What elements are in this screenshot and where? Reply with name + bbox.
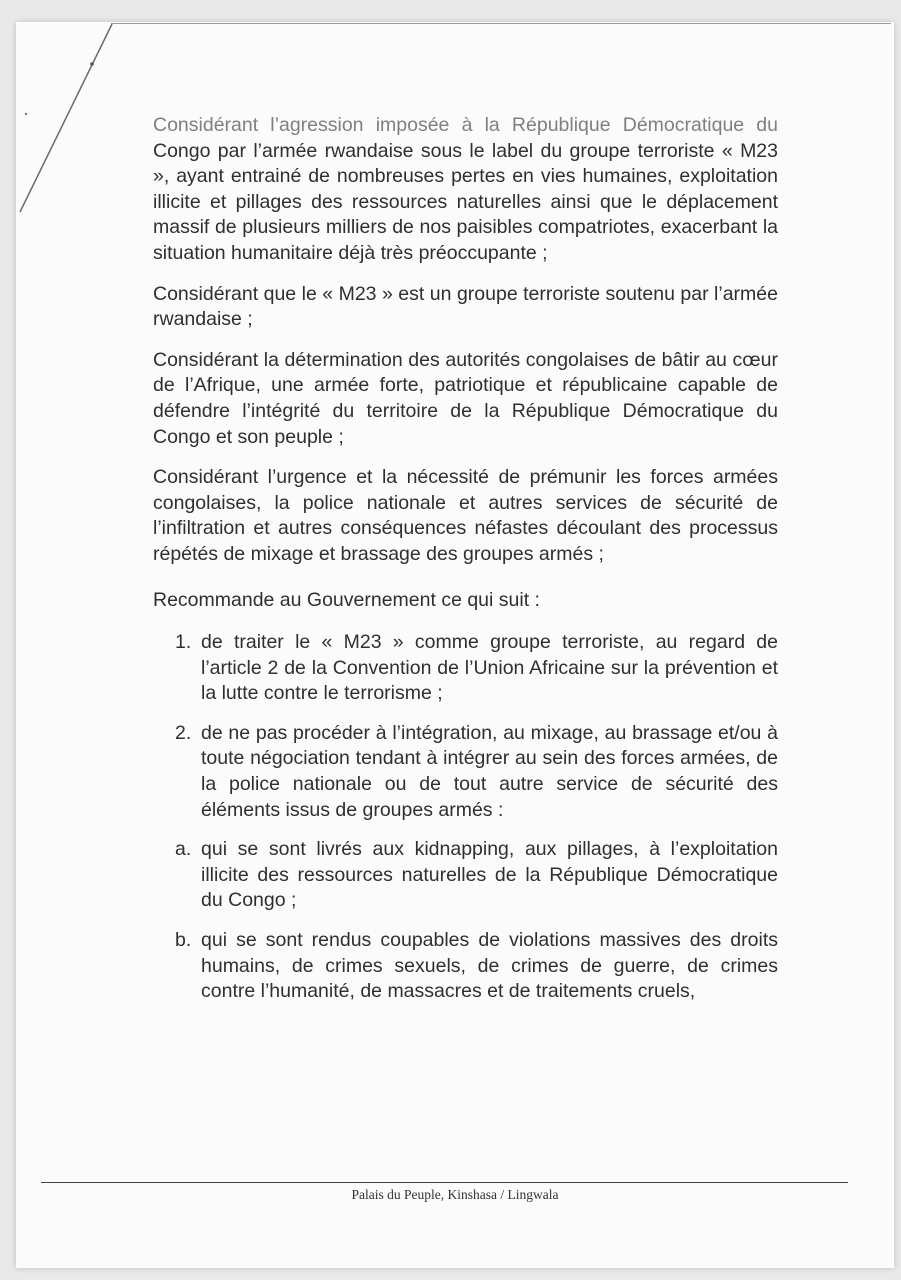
list-item <box>175 837 778 914</box>
list-item-text: de traiter le « M23 » comme groupe terroriste, au regard de l’article 2 de la Convention de l’Union Africaine sur la prévention et la lutte contre le terrorisme ; <box>201 631 778 705</box>
paragraph-considerant-2: Considérant que le « M23 » est un groupe terroriste soutenu par l’armée rwandaise ; <box>153 282 778 331</box>
document-page <box>16 22 894 1268</box>
paragraph-considerant-4: Considérant l’urgence et la nécessité de prémunir les forces armées congolaises, la police nationale et autres services de sécurité de l’infiltration et autres conséquences néfastes découlant des processus répétés de mixage et brassage des groupes armés ; <box>153 466 778 565</box>
paragraph-considerant-3: Considérant la détermination des autorités congolaises de bâtir au cœur de l’Afrique, une armée forte, patriotique et républicaine capable de défendre l’intégrité du territoire de la République Démocratique du Congo et son peuple ; <box>153 348 778 448</box>
list-item-text: qui se sont livrés aux kidnapping, aux pillages, à l’exploitation illicite des ressources naturelles de la République Démocratique du Congo ; <box>201 838 778 912</box>
list-marker: a. <box>175 838 192 861</box>
list-item <box>175 630 778 707</box>
page-fold-mark <box>16 22 126 242</box>
paragraph-lead: Considérant l’agression imposée à la République Démocratique du <box>153 114 778 136</box>
list-marker: b. <box>175 929 192 952</box>
paragraph-text: Congo par l’armée rwandaise sous le label du groupe terroriste « M23 », ayant entrainé de nombreuses pertes en vies humaines, exploitation illicite et pillages des ressources naturelles ainsi que le déplacement massif de plusieurs milliers de nos paisibles compatriotes, exacerbant la situation humanitaire déjà très préoccupante ; <box>153 139 778 264</box>
list-item <box>175 928 778 1005</box>
document-body <box>153 113 778 1019</box>
list-item-text: qui se sont rendus coupables de violations massives des droits humains, de crimes sexuels, de crimes de guerre, de crimes contre l’humanité, de massacres et de traitements cruels, <box>201 929 778 1003</box>
top-rule <box>111 23 891 24</box>
list-marker: 2. <box>175 721 192 744</box>
list-item-text: de ne pas procéder à l’intégration, au mixage, au brassage et/ou à toute négociation tendant à intégrer au sein des forces armées, de la police nationale ou de tout autre service de sécurité des éléments issus de groupes armés : <box>201 721 778 821</box>
list-item <box>175 721 778 823</box>
recommande-heading: Recommande au Gouvernement ce qui suit : <box>153 588 540 611</box>
list-marker: 1. <box>175 631 192 654</box>
footer-address: Palais du Peuple, Kinshasa / Lingwala <box>351 1187 559 1202</box>
paragraph-considerant-1 <box>153 113 778 267</box>
footer-rule <box>41 1182 848 1183</box>
